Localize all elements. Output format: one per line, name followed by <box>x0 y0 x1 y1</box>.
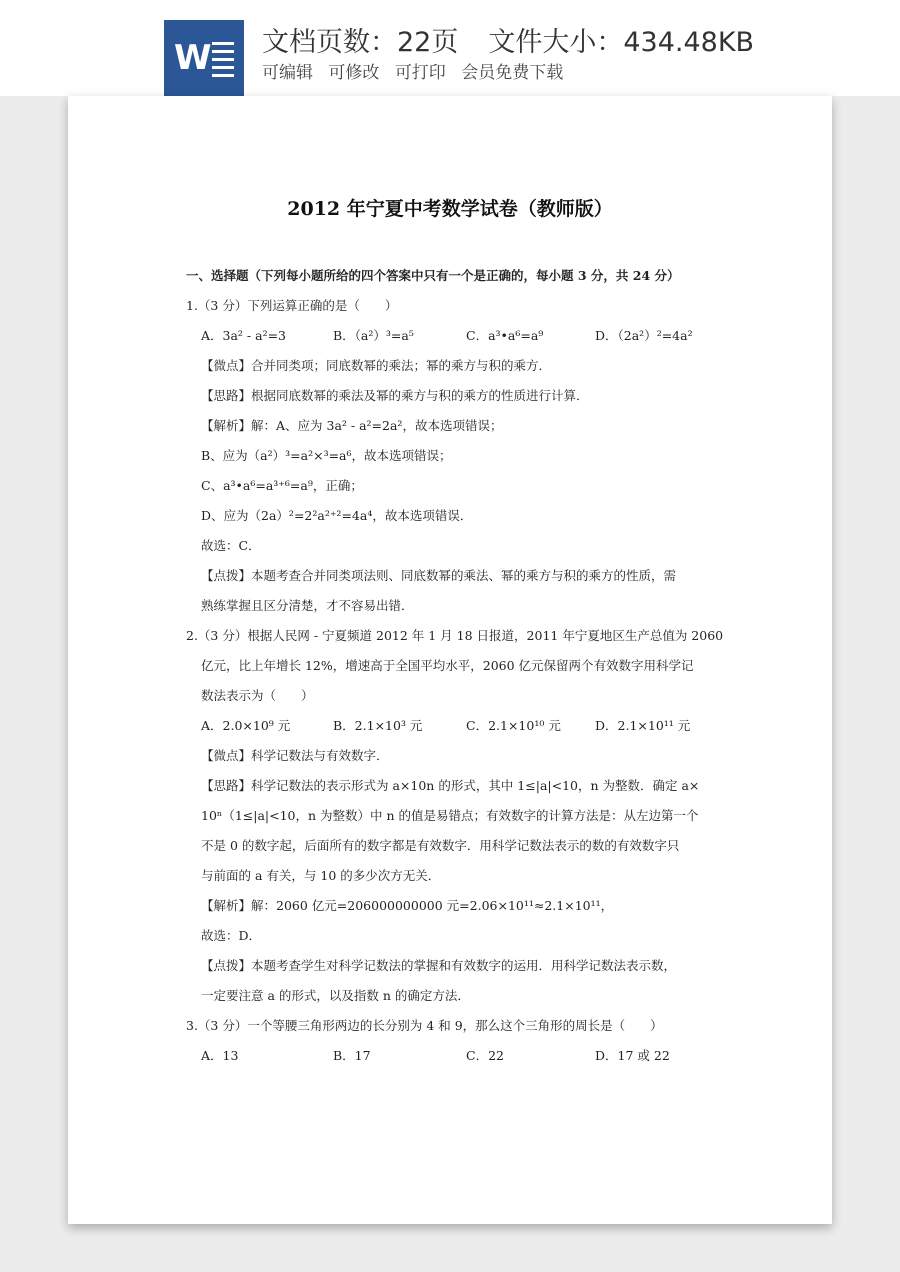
q2-silu-3: 不是 0 的数字起，后面所有的数字都是有效数字．用科学记数法表示的数的有效数字只 <box>201 838 680 853</box>
q1-option-c: C．a³•a⁶=a⁹ <box>466 328 544 343</box>
q1-silu: 【思路】根据同底数幂的乘法及幂的乘方与积的乘方的性质进行计算． <box>201 388 589 403</box>
q2-silu-2: 10ⁿ（1≤|a|<10，n 为整数）中 n 的值是易错点；有效数字的计算方法是：从左边第一个 <box>201 808 699 823</box>
q2-option-a: A．2.0×10⁹ 元 <box>201 718 291 733</box>
q1-jiexi-d: D、应为（2a）²=2²a²⁺²=4a⁴，故本选项错误． <box>201 508 473 523</box>
document-page <box>68 96 832 1224</box>
file-size: 文件大小：434.48KB <box>488 27 755 58</box>
q2-option-d: D．2.1×10¹¹ 元 <box>595 718 691 733</box>
word-icon-letter: W <box>174 38 212 78</box>
q1-dianbo-1: 【点拨】本题考查合并同类项法则、同底数幂的乘法、幂的乘方与积的乘方的性质，需 <box>201 568 677 583</box>
q1-jiexi-c: C、a³•a⁶=a³⁺⁶=a⁹，正确； <box>201 478 363 493</box>
q3-option-a: A．13 <box>201 1048 239 1063</box>
q1-weidian: 【微点】合并同类项；同底数幂的乘法；幂的乘方与积的乘方． <box>201 358 552 373</box>
q1-jiexi-b: B、应为（a²）³=a²×³=a⁶，故本选项错误； <box>201 448 452 463</box>
page-title: 2012 年宁夏中考数学试卷（教师版） <box>287 198 613 220</box>
q2-stem-2: 亿元，比上年增长 12%，增速高于全国平均水平，2060 亿元保留两个有效数字用科学记 <box>201 658 694 673</box>
q1-jiexi-a: 【解析】解：A、应为 3a² - a²=2a²，故本选项错误； <box>201 418 503 433</box>
q2-option-c: C．2.1×10¹⁰ 元 <box>466 718 561 733</box>
q3-stem: 3.（3 分）一个等腰三角形两边的长分别为 4 和 9，那么这个三角形的周长是（ ） <box>186 1018 663 1033</box>
q2-jiexi: 【解析】解：2060 亿元=206000000000 元=2.06×10¹¹≈2.1×10¹¹， <box>201 898 614 913</box>
feature-member-download: 会员免费下载 <box>461 63 564 83</box>
q2-dianbo-1: 【点拨】本题考查学生对科学记数法的掌握和有效数字的运用．用科学记数法表示数， <box>201 958 677 973</box>
q2-weidian: 【微点】科学记数法与有效数字． <box>201 748 389 763</box>
feature-editable: 可编辑 <box>262 63 313 83</box>
page-count: 文档页数：22页 <box>262 27 459 58</box>
feature-modifiable: 可修改 <box>328 63 380 83</box>
download-banner <box>0 0 900 96</box>
q2-stem-1: 2.（3 分）根据人民网 - 宁夏频道 2012 年 1 月 18 日报道，2011 年宁夏地区生产总值为 2060 <box>186 628 724 643</box>
q1-dianbo-2: 熟练掌握且区分清楚，才不容易出错． <box>201 598 414 613</box>
q1-stem: 1.（3 分）下列运算正确的是（ ） <box>186 298 398 313</box>
q1-option-b: B．（a²）³=a⁵ <box>333 328 414 343</box>
q2-dianbo-2: 一定要注意 a 的形式，以及指数 n 的确定方法． <box>201 988 470 1003</box>
section-heading: 一、选择题（下列每小题所给的四个答案中只有一个是正确的，每小题 3 分，共 24 分） <box>186 268 680 283</box>
q3-option-d: D．17 或 22 <box>595 1048 670 1063</box>
q2-answer: 故选：D． <box>201 928 262 943</box>
q2-silu-4: 与前面的 a 有关，与 10 的多少次方无关． <box>201 868 441 883</box>
banner-title <box>262 20 754 59</box>
feature-printable: 可打印 <box>394 63 446 83</box>
q2-silu-1: 【思路】科学记数法的表示形式为 a×10n 的形式，其中 1≤|a|<10，n 为整数．确定 a× <box>201 778 700 793</box>
banner-features <box>262 58 573 83</box>
q1-option-a: A．3a² - a²=3 <box>201 328 287 343</box>
q3-option-c: C．22 <box>466 1048 504 1063</box>
q1-answer: 故选：C． <box>201 538 261 553</box>
word-icon-lines <box>212 42 234 82</box>
q3-option-b: B．17 <box>333 1048 371 1063</box>
q2-stem-3: 数法表示为（ ） <box>201 688 314 703</box>
q2-option-b: B．2.1×10³ 元 <box>333 718 423 733</box>
word-icon <box>164 20 244 96</box>
q1-option-d: D．（2a²）²=4a² <box>595 328 693 343</box>
